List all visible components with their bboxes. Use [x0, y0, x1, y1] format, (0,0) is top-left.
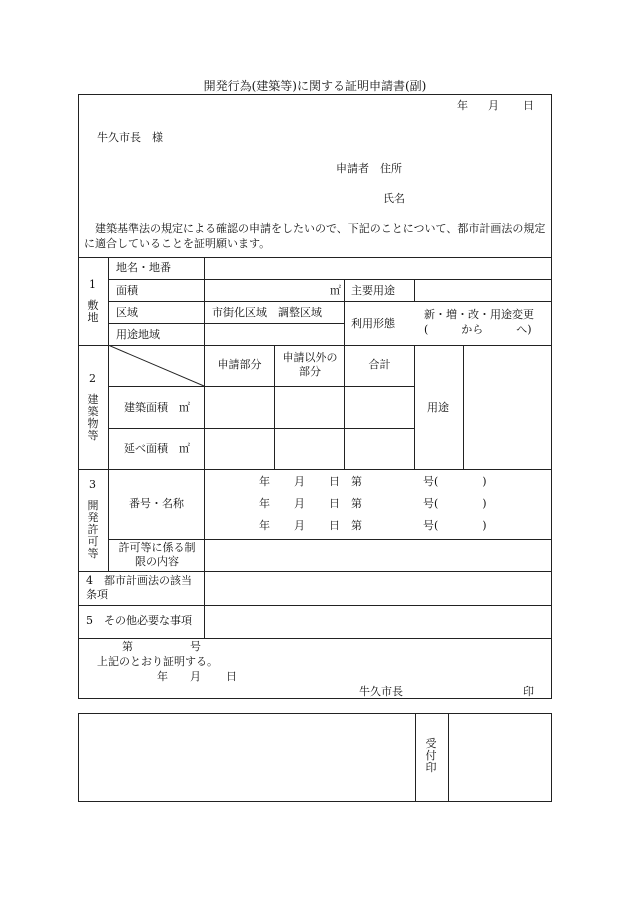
- permit-row1-dai: 第: [351, 475, 362, 488]
- use-label: 用途: [427, 401, 449, 414]
- permit-row2-month: 月: [294, 497, 305, 510]
- permit-row3-month: 月: [294, 519, 305, 532]
- section3-label-column-line: [204, 469, 205, 571]
- section2-heading: 建築物等: [87, 393, 99, 442]
- zone-value: 市街化区域 調整区域: [212, 306, 322, 319]
- certificate-year: 年: [157, 670, 168, 683]
- permit-row3-go: 号( ): [423, 519, 487, 532]
- section1-number: 1: [89, 278, 96, 291]
- applicant-address-label: 申請者 住所: [336, 162, 402, 175]
- permit-row3-day: 日: [329, 519, 340, 532]
- permit-row3-dai: 第: [351, 519, 362, 532]
- certificate-go: 号: [190, 640, 201, 653]
- section1-main-use-divider: [414, 279, 415, 301]
- permit-row1-go: 号( ): [423, 475, 487, 488]
- section5-label: 5 その他必要な事項: [86, 614, 192, 627]
- certificate-month: 月: [190, 670, 201, 683]
- col-other-header: 申請以外の部分: [282, 351, 338, 378]
- main-form-frame: [78, 94, 552, 699]
- zone-label: 区域: [116, 306, 138, 319]
- section3-number: 3: [89, 478, 96, 491]
- area-unit: ㎡: [330, 284, 341, 297]
- col-total-header: 合計: [368, 358, 391, 371]
- permit-row2-go: 号( ): [423, 497, 487, 510]
- divider-certificate-top: [78, 638, 552, 639]
- divider-section1-top: [78, 257, 552, 258]
- certificate-text: 上記のとおり証明する。: [97, 655, 218, 668]
- col-applied-header: 申請部分: [217, 358, 262, 371]
- usage-type-value1: 新・増・改・用途変更: [424, 308, 534, 321]
- use-district-label: 用途地域: [116, 328, 160, 341]
- section1-area-divider: [344, 279, 345, 345]
- lot-label: 地名・地番: [116, 261, 171, 274]
- receipt-frame: [78, 713, 552, 802]
- section1-heading: 敷地: [87, 299, 99, 324]
- permit-row2-year: 年: [259, 497, 270, 510]
- area-label: 面積: [116, 284, 138, 297]
- receipt-divider-right: [448, 713, 449, 802]
- usage-type-label: 利用形態: [351, 317, 395, 330]
- permit-row1-year: 年: [259, 475, 270, 488]
- building-area-label: 建築面積 ㎡: [124, 401, 190, 414]
- divider-section1-row3: [108, 323, 344, 324]
- divider-section5-top: [78, 605, 552, 606]
- divider-section3-row1: [108, 539, 552, 540]
- permit-row1-month: 月: [294, 475, 305, 488]
- receipt-divider-left: [415, 713, 416, 802]
- date-year: 年: [457, 99, 468, 112]
- divider-section1-row1: [108, 279, 552, 280]
- certificate-mayor: 牛久市長: [359, 685, 403, 698]
- addressee: 牛久市長 様: [97, 131, 163, 144]
- date-month: 月: [488, 99, 499, 112]
- section2-col-line-5: [463, 345, 464, 469]
- section2-col-line-4: [414, 345, 415, 469]
- section-number-column-line: [108, 257, 109, 571]
- receipt-label: 受付印: [425, 737, 437, 774]
- divider-section2-row1: [108, 386, 414, 387]
- floor-area-label: 延べ面積 ㎡: [124, 442, 190, 455]
- divider-section1-row2: [108, 301, 552, 302]
- divider-section2-row2: [108, 428, 414, 429]
- section3-heading: 開発許可等: [87, 499, 99, 560]
- permit-row2-day: 日: [329, 497, 340, 510]
- permit-row2-dai: 第: [351, 497, 362, 510]
- permit-name-label: 番号・名称: [129, 497, 184, 510]
- section2-diagonal-header: [108, 345, 205, 387]
- request-statement: 建築基準法の規定による確認の申請をしたいので、下記のことについて、都市計画法の規定に適合していることを証明願います。: [84, 222, 546, 250]
- section4-label: 4 都市計画法の該当条項: [86, 574, 192, 601]
- date-day: 日: [523, 99, 534, 112]
- certificate-seal: 印: [523, 685, 534, 698]
- applicant-name-label: 氏名: [383, 192, 405, 205]
- main-use-label: 主要用途: [351, 284, 395, 297]
- form-title: 開発行為(建築等)に関する証明申請書(副): [203, 79, 427, 93]
- section2-col-line-2: [274, 345, 275, 469]
- usage-type-value2: ( から へ): [424, 323, 532, 336]
- section2-number: 2: [89, 372, 96, 385]
- permit-row1-day: 日: [329, 475, 340, 488]
- divider-section4-top: [78, 571, 552, 572]
- divider-section3-top: [78, 469, 552, 470]
- restriction-label: 許可等に係る制限の内容: [118, 541, 196, 568]
- permit-row3-year: 年: [259, 519, 270, 532]
- certificate-day: 日: [226, 670, 237, 683]
- certificate-dai: 第: [122, 640, 133, 653]
